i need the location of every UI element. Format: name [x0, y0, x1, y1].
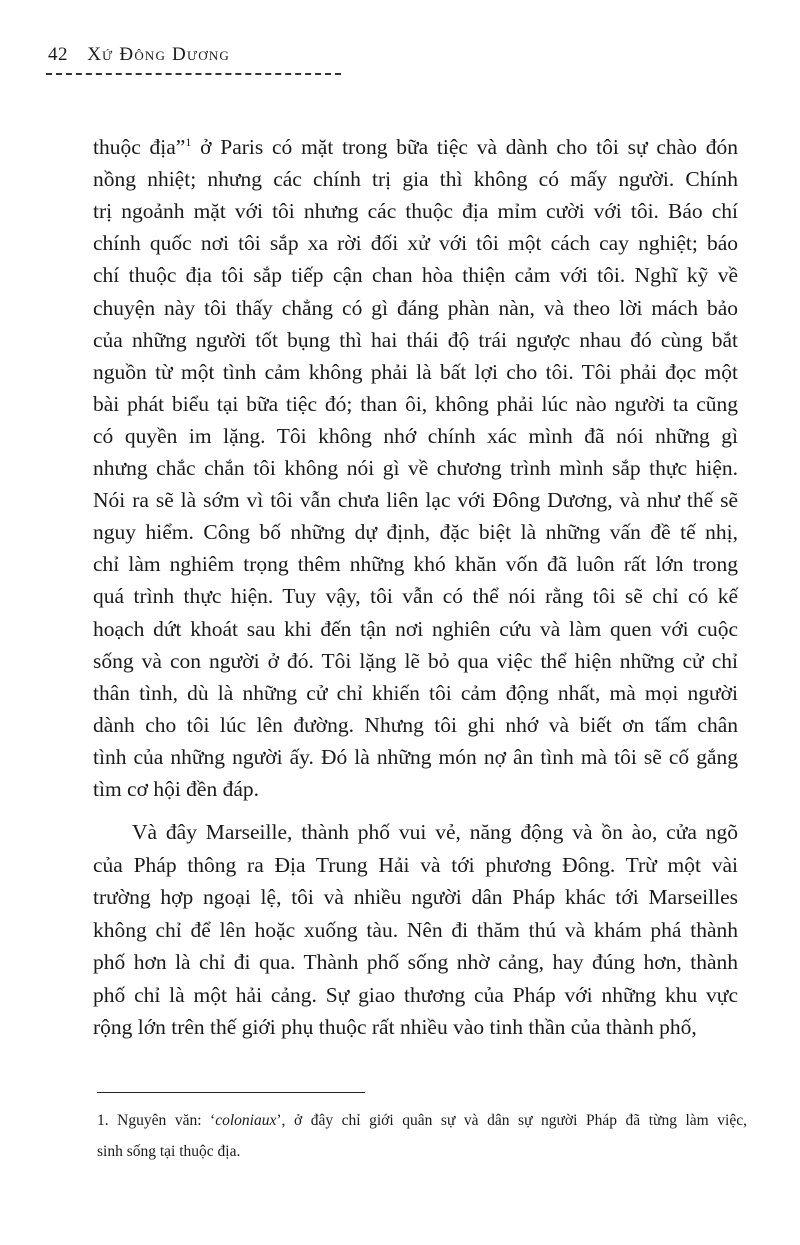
text-fragment: ở Paris có mặt trong bữa tiệc và dành cho tôi sự chào đón — [191, 135, 738, 159]
text-line: tình của những người ấy. Đó là những món nợ ân tình mà tôi sẽ cố gắng — [93, 744, 738, 769]
text-line: Nói ra sẽ là sớm vì tôi vẫn chưa liên lạc với Đông Dương, và như thế sẽ — [93, 488, 738, 513]
text-line: hoạch dứt khoát sau khi đến tận nơi nghiên cứu và làm quen với cuộc — [93, 616, 738, 641]
footnote-line: sinh sống tại thuộc địa. — [97, 1143, 241, 1160]
text-line: bài phát biểu tại bữa tiệc đó; than ôi, không phải lúc nào người ta cũng — [93, 391, 738, 416]
text-line: phố chỉ là một hải cảng. Sự giao thương của Pháp với những khu vực — [93, 982, 738, 1007]
footnote-marker: 1. Nguyên văn: ‘ — [97, 1112, 216, 1129]
text-line: tìm cơ hội đền đáp. — [93, 777, 260, 801]
text-fragment: thuộc địa” — [93, 135, 186, 159]
text-line: nhưng chắc chắn tôi không nói gì về chương trình mình sắp thực hiện. — [93, 456, 738, 480]
footnote-reference[interactable]: 1 — [185, 134, 192, 149]
text-line — [93, 132, 738, 162]
text-line: của Pháp thông ra Địa Trung Hải và tới phương Đông. Trừ một vài — [93, 852, 738, 877]
footnote-text: ’, ở đây chỉ giới quân sự và dân sự người Pháp đã từng làm việc, — [276, 1112, 747, 1129]
running-title: Xứ Đông Dương — [87, 44, 231, 65]
text-line: chỉ làm nghiêm trọng thêm những khó khăn vốn đã luôn rất lớn trong — [93, 552, 738, 577]
text-line: thân tình, dù là những cử chỉ khiến tôi cảm động nhất, mà mọi người — [93, 680, 738, 705]
text-line: của những người tốt bụng thì hai thái độ trái ngược nhau đó cùng bắt — [93, 327, 738, 352]
running-header — [48, 44, 230, 66]
text-line: rộng lớn trên thế giới phụ thuộc rất nhiều vào tinh thần của thành phố, — [93, 1015, 697, 1039]
text-line: chuyện này tôi thấy chẳng có gì đáng phàn nàn, và theo lời mách bảo — [93, 295, 738, 320]
text-line: không chỉ để lên hoặc xuống tàu. Nên đi thăm thú và khám phá thành — [93, 917, 738, 942]
text-line: dành cho tôi lúc lên đường. Nhưng tôi ghi nhớ và biết ơn tấm chân — [93, 712, 738, 737]
text-line: có quyền im lặng. Tôi không nhớ chính xác mình đã nói những gì — [93, 423, 738, 448]
page-number: 42 — [48, 44, 68, 65]
text-line: quá trình thực hiện. Tuy vậy, tôi vẫn có thể nói rằng tôi sẽ chỉ có kế — [93, 584, 738, 609]
text-line: Và đây Marseille, thành phố vui vẻ, năng động và ồn ào, cửa ngõ — [132, 820, 738, 844]
text-line: nguồn từ một tình cảm không phải là bất lợi cho tôi. Tôi phải đọc một — [93, 359, 738, 384]
text-line: phố hơn là chỉ đi qua. Thành phố sống nhờ cảng, hay đúng hơn, thành — [93, 950, 738, 974]
text-line: chính quốc nơi tôi sắp xa rời đối xử với tôi một cách cay nghiệt; báo — [93, 231, 738, 256]
header-dashed-divider — [46, 73, 341, 75]
footnote-divider — [97, 1092, 365, 1093]
text-line: nồng nhiệt; nhưng các chính trị gia thì không có mấy người. Chính — [93, 167, 738, 192]
text-line: chí thuộc địa tôi sắp tiếp cận chan hòa thiện cảm với tôi. Nghĩ kỹ về — [93, 263, 738, 288]
text-line: trị ngoảnh mặt với tôi nhưng các thuộc địa mỉm cười với tôi. Báo chí — [93, 199, 738, 224]
footnote-line — [97, 1110, 747, 1132]
text-line: sống và con người ở đó. Tôi lặng lẽ bỏ qua việc thể hiện những cử chỉ — [93, 648, 738, 673]
text-line: nguy hiểm. Công bố những dự định, đặc biệt là những vấn đề tế nhị, — [93, 520, 738, 545]
text-line: trường hợp ngoại lệ, tôi và nhiều người dân Pháp khác tới Marseilles — [93, 885, 738, 909]
footnote-term: coloniaux — [215, 1112, 277, 1129]
